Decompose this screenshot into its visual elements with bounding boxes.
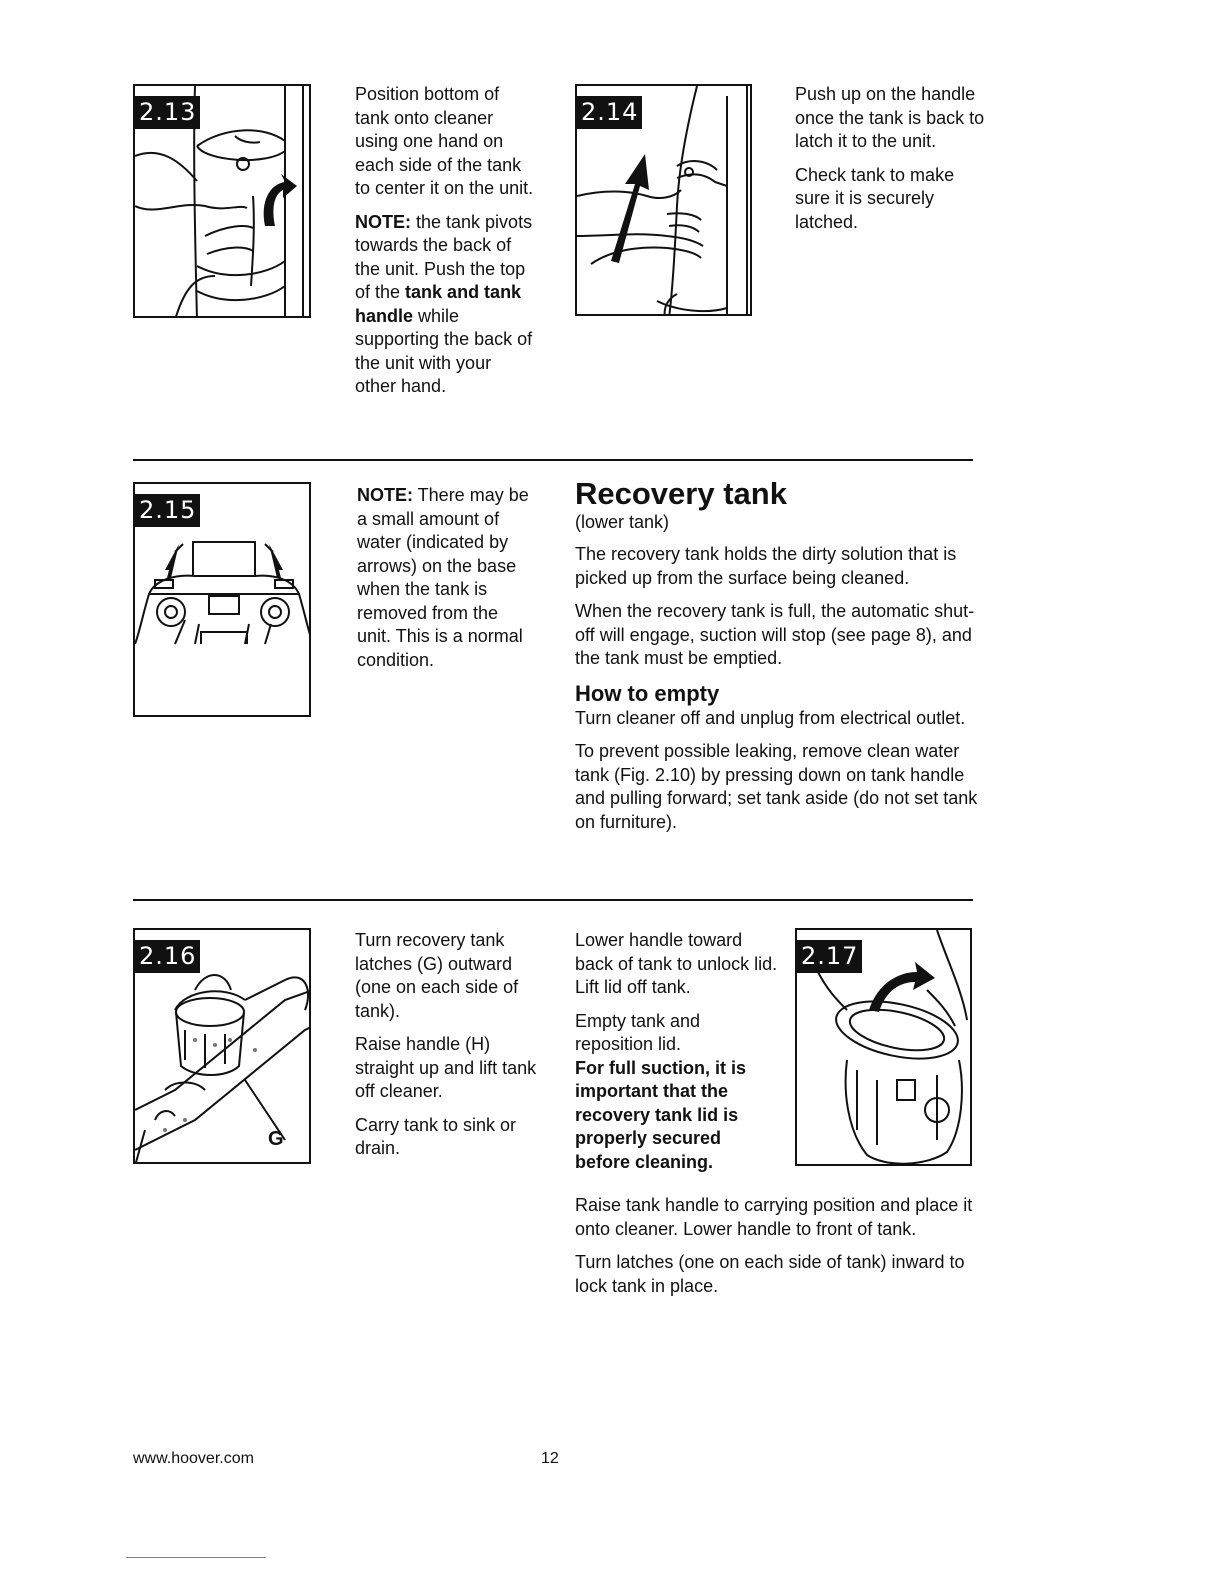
step-2-17-raise-handle: Raise tank handle to carrying position and place it onto cleaner. Lower handle to front of tank. xyxy=(575,1195,973,1239)
step-2-17-text xyxy=(575,929,780,1184)
figure-2-17 xyxy=(795,928,972,1166)
figure-label: 2.13 xyxy=(135,96,200,129)
recovery-description: The recovery tank holds the dirty solution that is picked up from the surface being cleaned. xyxy=(575,544,957,588)
step-2-15-note xyxy=(357,484,537,672)
step-2-17-empty-tank: Empty tank and reposition lid. xyxy=(575,1010,701,1054)
step-2-17-reassembly xyxy=(575,1194,980,1308)
page-number: 12 xyxy=(541,1450,559,1467)
step-2-13-note xyxy=(355,211,535,399)
figure-2-13 xyxy=(133,84,311,318)
step-2-16-latches: Turn recovery tank latches (G) outward (one on each side of tank). xyxy=(355,930,519,1021)
step-2-17-lock-latches: Turn latches (one on each side of tank) inward to lock tank in place. xyxy=(575,1252,965,1296)
footer-url[interactable]: www.hoover.com xyxy=(133,1450,254,1467)
how-to-empty-step-1: Turn cleaner off and unplug from electrical outlet. xyxy=(575,707,966,728)
figure-2-15 xyxy=(133,482,311,717)
note-text-end: while supporting the back of the unit with your other hand. xyxy=(355,305,533,396)
step-2-16-raise-handle: Raise handle (H) straight up and lift tank off cleaner. xyxy=(355,1034,537,1101)
step-2-13-instruction: Position bottom of tank onto cleaner using one hand on each side of the tank to center it on the unit. xyxy=(355,84,534,198)
figure-label: 2.17 xyxy=(797,940,862,973)
how-to-empty-step-2: To prevent possible leaking, remove clean water tank (Fig. 2.10) by pressing down on tank handle and pulling forward; set tank aside (do not set tank on furniture). xyxy=(575,741,978,832)
step-2-16-text xyxy=(355,929,540,1171)
step-2-14-instruction: Push up on the handle once the tank is back to latch it to the unit. xyxy=(795,84,985,151)
step-2-14-text xyxy=(795,83,985,244)
section-title: Recovery tank xyxy=(575,476,787,511)
section-divider xyxy=(133,899,973,901)
step-2-13-text xyxy=(355,83,535,409)
recovery-shutoff-note: When the recovery tank is full, the automatic shut-off will engage, suction will stop (see page 8), and the tank must be emptied. xyxy=(575,601,975,668)
callout-g: G xyxy=(268,1128,284,1150)
note-text: There may be a small amount of water (indicated by arrows) on the base when the tank is removed from the unit. This is a normal condition. xyxy=(357,485,529,670)
note-emphasis: tank and tank handle xyxy=(355,282,522,326)
figure-label: 2.15 xyxy=(135,494,200,527)
note-label: NOTE: xyxy=(357,485,413,505)
footer-underline xyxy=(126,1557,266,1558)
step-2-14-check: Check tank to make sure it is securely latched. xyxy=(795,164,955,232)
step-2-17-unlock-lid: Lower handle toward back of tank to unlock lid. Lift lid off tank. xyxy=(575,930,778,997)
figure-2-16 xyxy=(133,928,311,1164)
section-divider xyxy=(133,459,973,461)
section-subtitle: (lower tank) xyxy=(575,512,670,532)
how-to-empty-heading: How to empty xyxy=(575,680,720,706)
recovery-tank-section xyxy=(575,477,980,844)
figure-label: 2.16 xyxy=(135,940,200,973)
figure-label: 2.14 xyxy=(577,96,642,129)
step-2-17-warning: For full suction, it is important that the recovery tank lid is properly secured before cleaning. xyxy=(575,1057,746,1172)
note-text: the tank pivots towards the back of the unit. Push the top of the xyxy=(355,211,533,302)
step-2-16-carry: Carry tank to sink or drain. xyxy=(355,1114,517,1158)
note-label: NOTE: xyxy=(355,211,411,232)
step-2-15-text xyxy=(357,484,537,682)
figure-2-14 xyxy=(575,84,752,316)
